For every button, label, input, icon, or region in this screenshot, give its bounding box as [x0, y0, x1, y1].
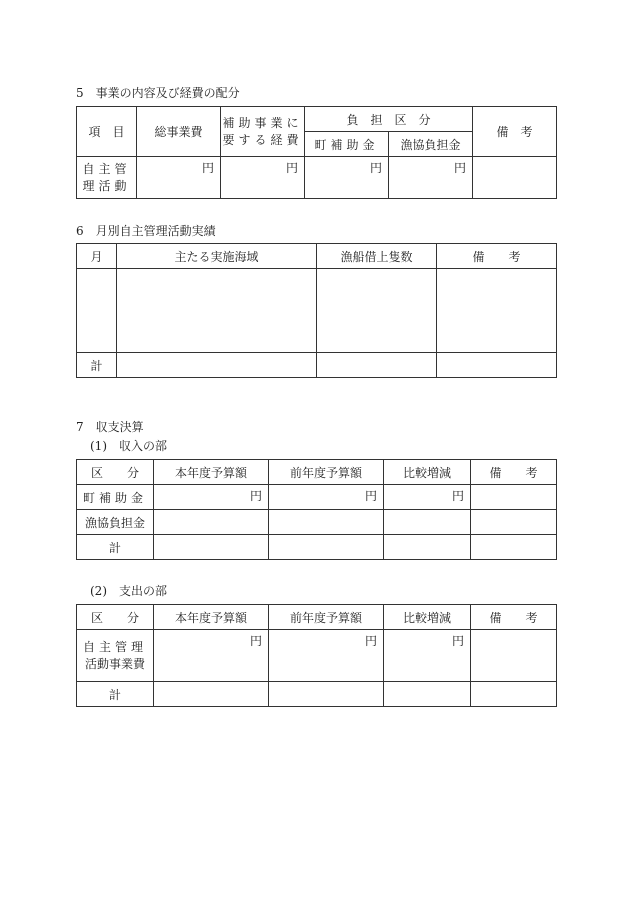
cell-this-year: 円 [154, 485, 269, 510]
monthly-activity-table [76, 243, 557, 378]
header-remarks: 備 考 [471, 460, 557, 485]
row-label-line1: 自主管 [82, 161, 131, 176]
header-subsidy-line2: 要する経費 [222, 132, 303, 147]
header-comparison: 比較増減 [384, 605, 471, 630]
cell-main-area [117, 269, 317, 353]
row-label-self-management [77, 157, 137, 199]
cell-month [77, 269, 117, 353]
cell-comparison: 円 [384, 630, 471, 682]
expense-table [76, 604, 557, 707]
cell-comparison: 円 [384, 485, 471, 510]
row-town-subsidy: 町補助金 [77, 485, 154, 510]
header-this-year-budget: 本年度予算額 [154, 605, 269, 630]
header-main-area: 主たる実施海域 [117, 244, 317, 269]
cell-remarks [471, 630, 557, 682]
row-total: 計 [77, 682, 154, 707]
header-remarks: 備 考 [437, 244, 557, 269]
cell-total-this-year [154, 535, 269, 560]
income-heading: (1) 収入の部 [90, 439, 167, 453]
header-this-year-budget: 本年度予算額 [154, 460, 269, 485]
cell-total-comparison [384, 535, 471, 560]
cell-total-this-year [154, 682, 269, 707]
cell-remarks [471, 485, 557, 510]
header-town-subsidy: 町補助金 [305, 132, 389, 157]
row-label-line2: 理活動 [82, 178, 131, 193]
expense-heading: (2) 支出の部 [90, 584, 167, 598]
header-last-year-budget: 前年度予算額 [269, 460, 384, 485]
header-category: 区 分 [77, 605, 154, 630]
header-subsidy-cost [221, 107, 305, 157]
cell-total-boats [317, 353, 437, 378]
header-boat-count: 漁船借上隻数 [317, 244, 437, 269]
row-total-label: 計 [77, 353, 117, 378]
header-subsidy-line1: 補助事業に [222, 115, 303, 130]
header-remarks: 備 考 [471, 605, 557, 630]
row-activity-expense-line2: 活動事業費 [84, 656, 145, 671]
cell-town-subsidy: 円 [305, 157, 389, 199]
header-comparison: 比較増減 [384, 460, 471, 485]
header-last-year-budget: 前年度予算額 [269, 605, 384, 630]
cell-last-year [269, 510, 384, 535]
cell-last-year: 円 [269, 630, 384, 682]
cell-this-year [154, 510, 269, 535]
cell-total-remarks [471, 682, 557, 707]
row-activity-expense [77, 630, 154, 682]
cell-total-last-year [269, 682, 384, 707]
cell-fishery-share: 円 [389, 157, 473, 199]
cell-this-year: 円 [154, 630, 269, 682]
header-item: 項 目 [77, 107, 137, 157]
header-burden: 負 担 区 分 [305, 107, 473, 132]
cell-remarks [473, 157, 557, 199]
cell-total-comparison [384, 682, 471, 707]
header-total-cost: 総事業費 [137, 107, 221, 157]
row-activity-expense-line1: 自主管理 [82, 639, 147, 654]
row-total: 計 [77, 535, 154, 560]
header-fishery-share: 漁協負担金 [389, 132, 473, 157]
income-table [76, 459, 557, 560]
cell-total-remarks [471, 535, 557, 560]
section5-heading: 5 事業の内容及び経費の配分 [76, 86, 240, 100]
section6-heading: 6 月別自主管理活動実績 [76, 224, 216, 238]
cell-subsidy-cost: 円 [221, 157, 305, 199]
cell-remarks [471, 510, 557, 535]
cell-total-remarks [437, 353, 557, 378]
header-month: 月 [77, 244, 117, 269]
cell-comparison [384, 510, 471, 535]
row-fishery-share: 漁協負担金 [77, 510, 154, 535]
header-remarks: 備 考 [473, 107, 557, 157]
cell-total-area [117, 353, 317, 378]
cell-boat-count [317, 269, 437, 353]
expense-allocation-table [76, 106, 557, 199]
cell-remarks [437, 269, 557, 353]
section7-heading: 7 収支決算 [76, 420, 144, 434]
header-category: 区 分 [77, 460, 154, 485]
cell-last-year: 円 [269, 485, 384, 510]
cell-total-cost: 円 [137, 157, 221, 199]
cell-total-last-year [269, 535, 384, 560]
